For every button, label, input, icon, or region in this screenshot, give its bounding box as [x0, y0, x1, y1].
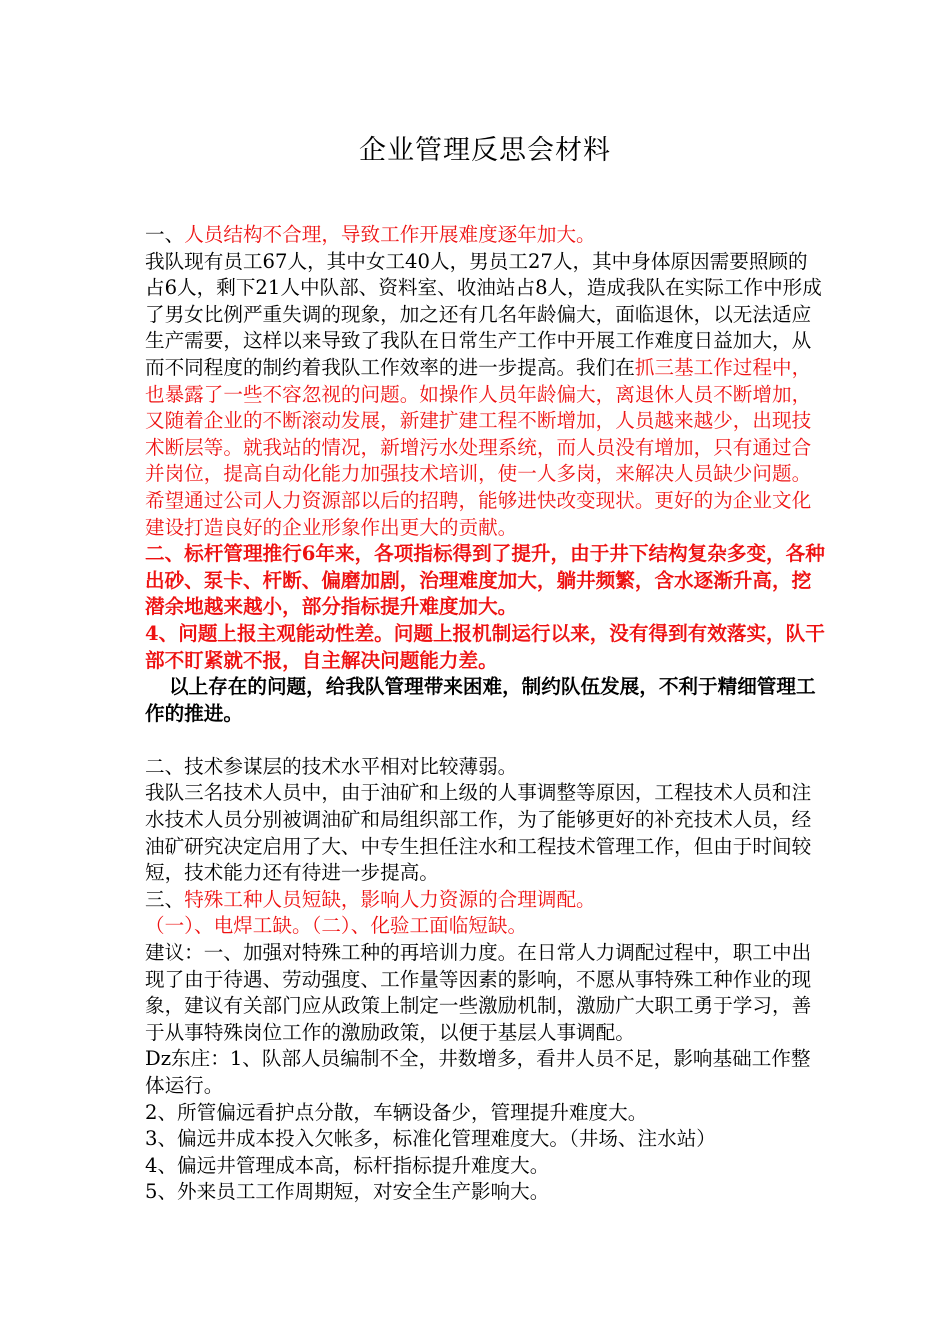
suggestion-paragraph: 建议：一、加强对特殊工种的再培训力度。在日常人力调配过程中，职工中出现了由于待遇、劳动强度、工作量等因素的影响，不愿从事特殊工种作业的现象，建议有关部门应从政策上制定一些激励机制，激励广大职工勇于学习，善于从事特殊岗位工作的激励政策，以便于基层人事调配。	[145, 941, 812, 1044]
section-1-number: 一、	[145, 223, 185, 246]
section-4-reporting-paragraph: 4、问题上报主观能动性差。问题上报机制运行以来，没有得到有效落实，队干部不盯紧就不报，自主解决问题能力差。	[145, 621, 825, 672]
section-1-title: 人员结构不合理，导致工作开展难度逐年加大。	[184, 223, 596, 246]
section-3-number: 三、	[145, 887, 185, 911]
section-1-heading	[145, 222, 825, 249]
section-3-heading	[145, 887, 825, 914]
dz-item-5: 5、外来员工工作周期短，对安全生产影响大。	[145, 1180, 550, 1204]
blank-line	[145, 727, 825, 754]
section-3-subitems: （一）、电焊工缺。（二）、化验工面临短缺。	[145, 914, 528, 938]
document-title: 企业管理反思会材料	[359, 135, 611, 166]
section-1-paragraph	[145, 249, 825, 542]
document-body	[145, 222, 825, 1206]
section-2-benchmark-paragraph: 二、标杆管理推行6年来，各项指标得到了提升，由于井下结构复杂多变，各种出砂、泵卡、杆断、偏磨加剧，治理难度加大，躺井频繁，含水逐渐升高，挖潜余地越来越小，部分指标提升难度加大。	[145, 542, 825, 619]
section-3-title: 特殊工种人员短缺，影响人力资源的合理调配。	[184, 887, 596, 911]
tech-paragraph: 我队三名技术人员中，由于油矿和上级的人事调整等原因，工程技术人员和注水技术人员分别被调油矿和局组织部工作，为了能够更好的补充技术人员，经油矿研究决定启用了大、中专生担任注水和工程技术管理工作，但由于时间较短，技术能力还有待进一步提高。	[145, 781, 812, 885]
tech-heading: 二、技术参谋层的技术水平相对比较薄弱。	[145, 754, 518, 778]
dz-item-4: 4、偏远井管理成本高，标杆指标提升难度大。	[145, 1153, 550, 1177]
dz-item-2: 2、所管偏远看护点分散，车辆设备少，管理提升难度大。	[145, 1100, 648, 1124]
summary-paragraph: 以上存在的问题，给我队管理带来困难，制约队伍发展，不利于精细管理工作的推进。	[145, 675, 816, 725]
section-1-paragraph-highlight: 抓三基工作过程中，也暴露了一些不容忽视的问题。如操作人员年龄偏大，离退休人员不断增加，又随着企业的不断滚动发展，新建扩建工程不断增加，人员越来越少，出现技术断层等。就我站的情况，新增污水处理系统，而人员没有增加，只有通过合并岗位，提高自动化能力加强技术培训，使一人多岗，来解决人员缺少问题。希望通过公司人力资源部以后的招聘，能够进快改变现状。更好的为企业文化建设打造良好的企业形象作出更大的贡献。	[145, 355, 812, 539]
section-1-paragraph-text: 我队现有员工67人，其中女工40人，男员工27人，其中身体原因需要照顾的占6人，剩下21人中队部、资料室、收油站占8人，造成我队在实际工作中形成了男女比例严重失调的现象，加之还有几名年龄偏大，面临退休，以无法适应生产需要，这样以来导致了我队在日常生产工作中开展工作难度日益加大，从而不同程度的制约着我队工作效率的进一步提高。我们在	[145, 249, 822, 379]
dz-item-1: Dz东庄：1、队部人员编制不全，井数增多，看井人员不足，影响基础工作整体运行。	[145, 1047, 811, 1097]
dz-item-3: 3、偏远井成本投入欠帐多，标准化管理难度大。（井场、注水站）	[145, 1127, 716, 1151]
